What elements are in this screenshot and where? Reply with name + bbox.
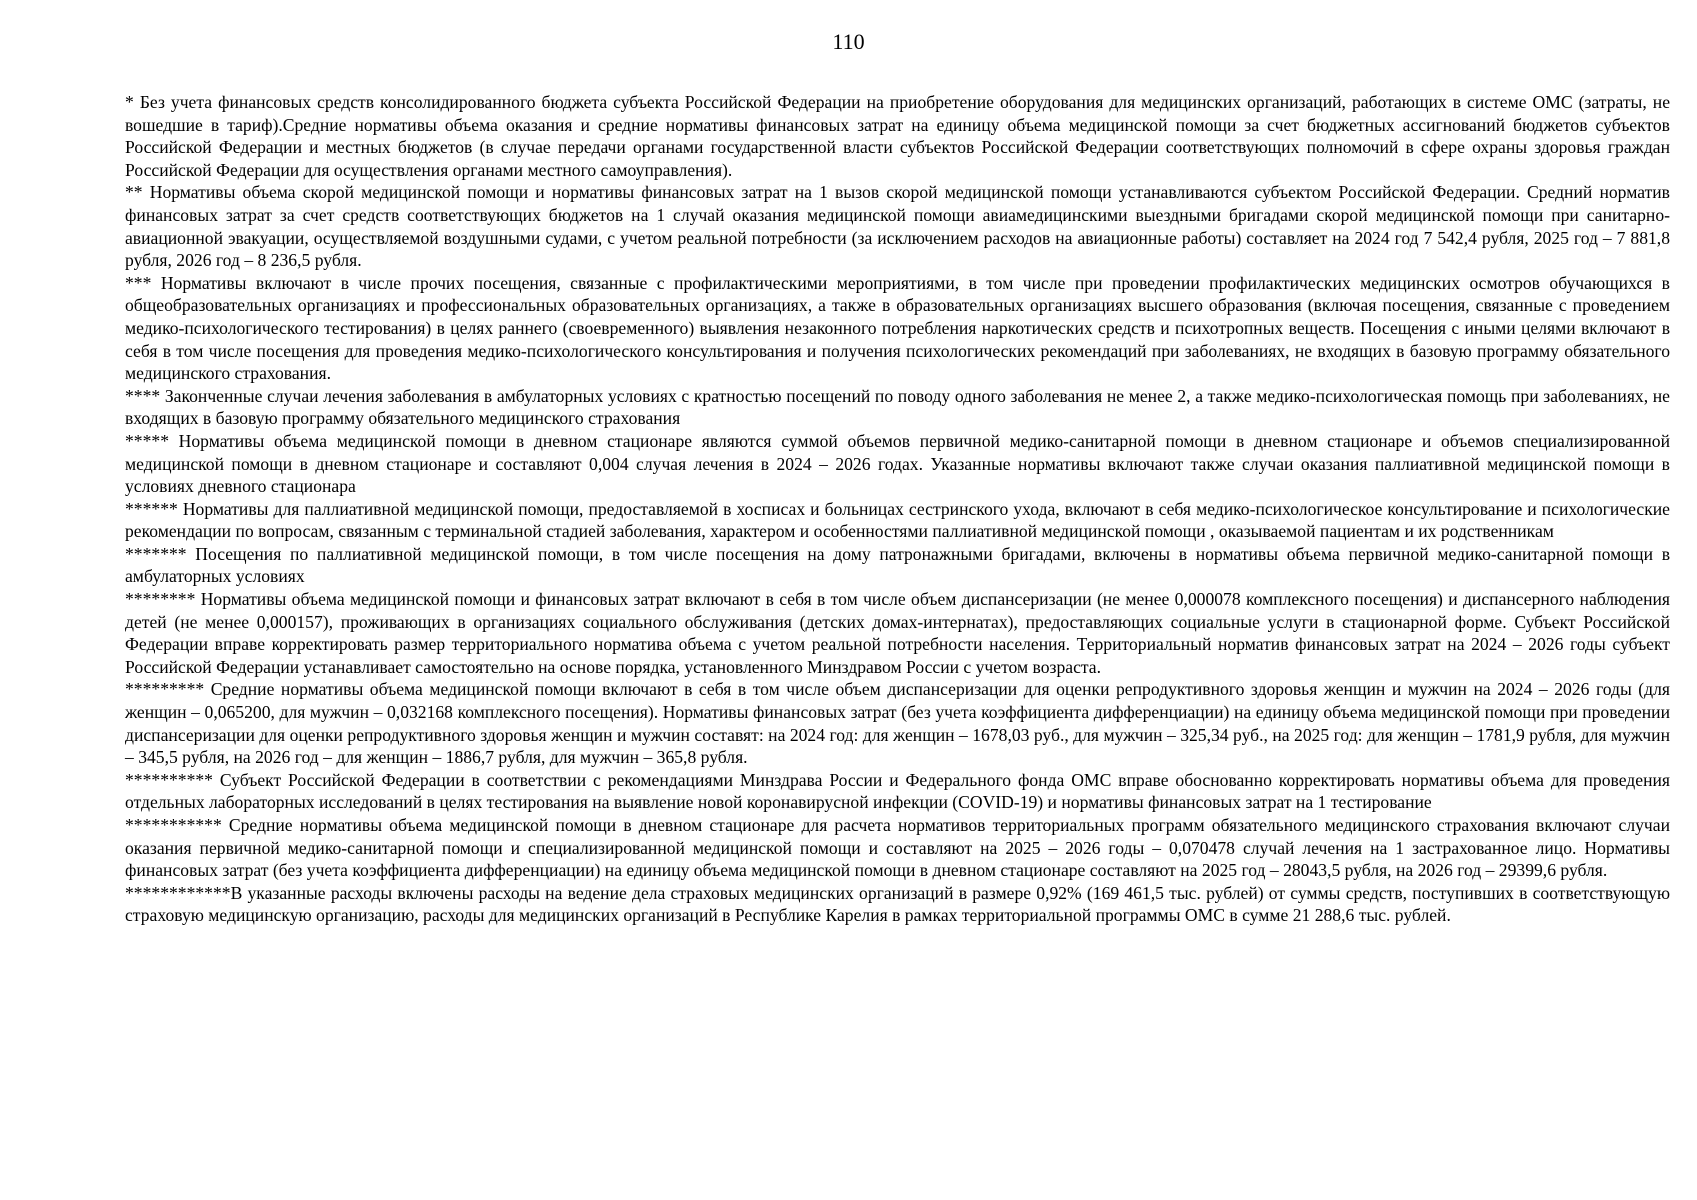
page-number: 110 (832, 29, 865, 54)
footnote-8: ******** Нормативы объема медицинской помощи и финансовых затрат включают в себя в том числе объем диспансеризации (не менее 0,000078 комплексного посещения) и диспансерного наблюдения детей (не менее 0,000157), проживающих в организациях социального обслуживания (детских домах-интернатах), предоставляющих социальные услуги в стационарной форме. Субъект Российской Федерации вправе корректировать размер территориального норматива объема с учетом реальной потребности населения. Территориальный норматив финансовых затрат на 2024 – 2026 годы субъект Российской Федерации устанавливает самостоятельно на основе порядка, установленного Минздравом России с учетом возраста. (125, 589, 1670, 677)
footnote-11: *********** Средние нормативы объема медицинской помощи в дневном стационаре для расчета нормативов территориальных программ обязательного медицинского страхования включают случаи оказания первичной медико-санитарной помощи и специализированной медицинской помощи и составляют на 2025 – 2026 годы – 0,070478 случай лечения на 1 застрахованное лицо. Нормативы финансовых затрат (без учета коэффициента дифференциации) на единицу объема медицинской помощи в дневном стационаре составляют на 2025 год – 28043,5 рубля, на 2026 год – 29399,6 рубля. (125, 815, 1670, 881)
footnote-5: ***** Нормативы объема медицинской помощи в дневном стационаре являются суммой объемов первичной медико-санитарной помощи в дневном стационаре и объемов специализированной медицинской помощи в дневном стационаре и составляют 0,004 случая лечения в 2024 – 2026 годах. Указанные нормативы включают также случаи оказания паллиативной медицинской помощи в условиях дневного стационара (125, 430, 1670, 497)
footnote-7: ******* Посещения по паллиативной медицинской помощи, в том числе посещения на дому патронажными бригадами, включены в нормативы объема первичной медико-санитарной помощи в амбулаторных условиях (125, 543, 1670, 587)
footnote-10: ********** Субъект Российской Федерации в соответствии с рекомендациями Минздрава России и Федерального фонда ОМС вправе обоснованно корректировать нормативы объема для проведения отдельных лабораторных исследований в целях тестирования на выявление новой коронавирусной инфекции (COVID-19) и нормативы финансовых затрат на 1 тестирование (125, 769, 1670, 813)
footnote-1: * Без учета финансовых средств консолидированного бюджета субъекта Российской Федерации на приобретение оборудования для медицинских организаций, работающих в системе ОМС (затраты, не вошедшие в тариф).Средние нормативы объема оказания и средние нормативы финансовых затрат на единицу объема медицинской помощи за счет бюджетных ассигнований бюджетов субъектов Российской Федерации и местных бюджетов (в случае передачи органами государственной власти субъектов Российской Федерации соответствующих полномочий в сфере охраны здоровья граждан Российской Федерации для осуществления органами местного самоуправления). (125, 92, 1670, 180)
footnote-2: ** Нормативы объема скорой медицинской помощи и нормативы финансовых затрат на 1 вызов скорой медицинской помощи устанавливаются субъектом Российской Федерации. Средний норматив финансовых затрат за счет средств соответствующих бюджетов на 1 случай оказания медицинской помощи авиамедицинскими выездными бригадами скорой медицинской помощи при санитарно-авиационной эвакуации, осуществляемой воздушными судами, с учетом реальной потребности (за исключением расходов на авиационные работы) составляет на 2024 год 7 542,4 рубля, 2025 год – 7 881,8 рубля, 2026 год – 8 236,5 рубля. (125, 182, 1670, 271)
footnote-12: ************В указанные расходы включены расходы на ведение дела страховых медицинских организаций в размере 0,92% (169 461,5 тыс. рублей) от суммы средств, поступивших в соответствующую страховую медицинскую организацию, расходы для медицинских организаций в Республике Карелия в рамках территориальной программы ОМС в сумме 21 288,6 тыс. рублей. (125, 882, 1670, 926)
footnote-4: **** Законченные случаи лечения заболевания в амбулаторных условиях с кратностью посещений по поводу одного заболевания не менее 2, а также медико-психологическая помощь при заболеваниях, не входящих в базовую программу обязательного медицинского страхования (125, 385, 1670, 429)
footnote-3: *** Нормативы включают в числе прочих посещения, связанные с профилактическими мероприятиями, в том числе при проведении профилактических медицинских осмотров обучающихся в общеобразовательных организациях и профессиональных образовательных организациях, а также в образовательных организациях высшего образования (включая посещения, связанные с проведением медико-психологического тестирования) в целях раннего (своевременного) выявления незаконного потребления наркотических средств и психотропных веществ. Посещения с иными целями включают в себя в том числе посещения для проведения медико-психологического консультирования и получения психологических рекомендаций при заболеваниях, не входящих в базовую программу обязательного медицинского страхования. (125, 272, 1670, 384)
footnote-9: ********* Средние нормативы объема медицинской помощи включают в себя в том числе объем диспансеризации для оценки репродуктивного здоровья женщин и мужчин на 2024 – 2026 годы (для женщин – 0,065200, для мужчин – 0,032168 комплексного посещения). Нормативы финансовых затрат (без учета коэффициента дифференциации) на единицу объема медицинской помощи при проведении диспансеризации для оценки репродуктивного здоровья женщин и мужчин составят: на 2024 год: для женщин – 1678,03 руб., для мужчин – 325,34 руб., на 2025 год: для женщин – 1781,9 рубля, для мужчин – 345,5 рубля, на 2026 год – для женщин – 1886,7 рубля, для мужчин – 365,8 рубля. (125, 679, 1670, 768)
footnote-6: ****** Нормативы для паллиативной медицинской помощи, предоставляемой в хосписах и больницах сестринского ухода, включают в себя медико-психологическое консультирование и психологические рекомендации по вопросам, связанным с терминальной стадией заболевания, характером и особенностями паллиативной медицинской помощи , оказываемой пациентам и их родственникам (125, 498, 1670, 542)
footnotes-block (125, 91, 1670, 927)
